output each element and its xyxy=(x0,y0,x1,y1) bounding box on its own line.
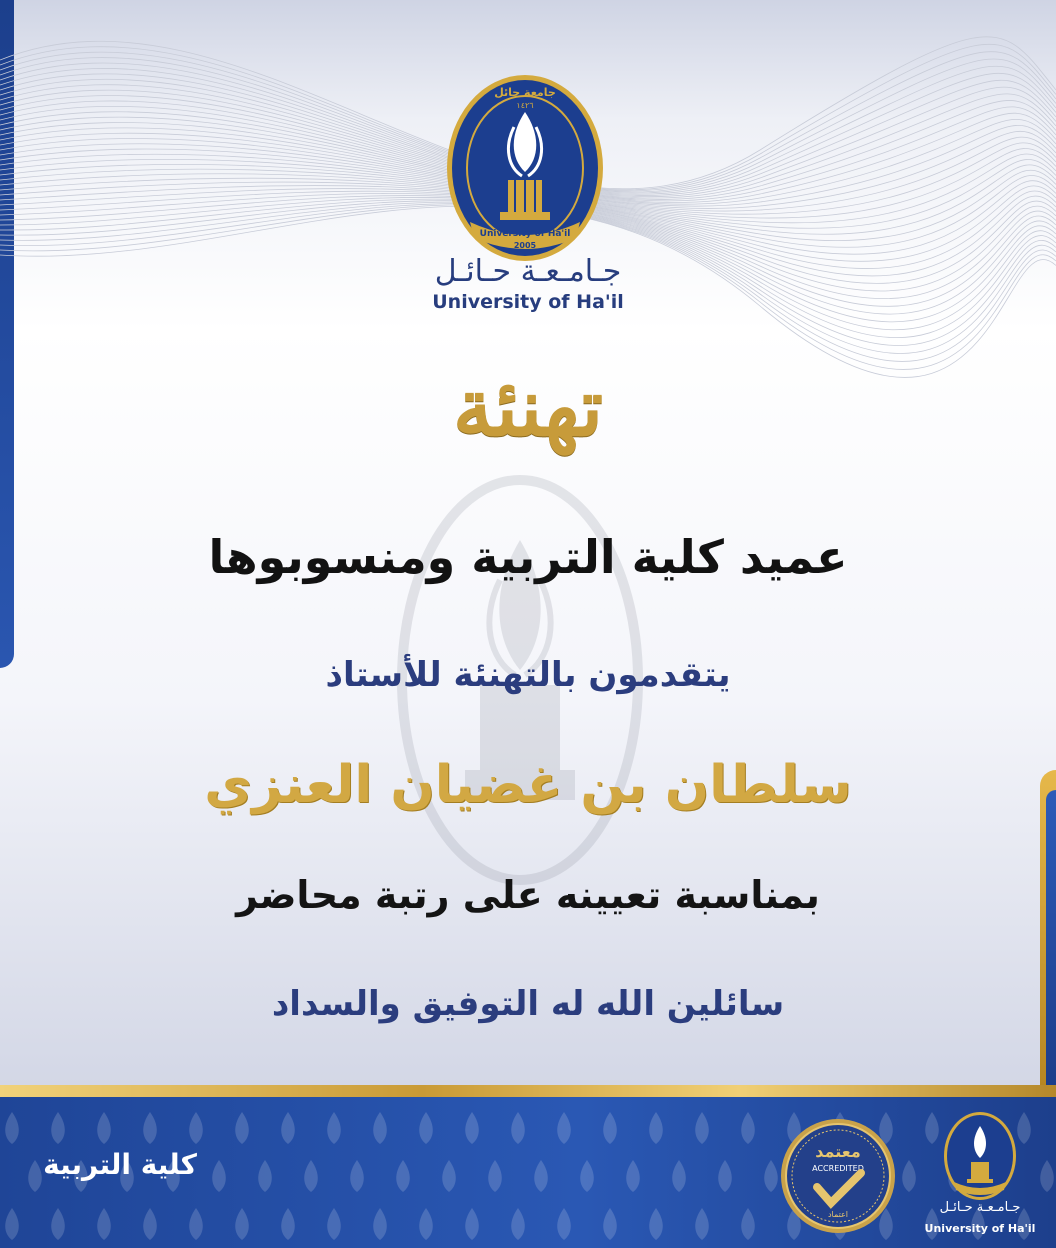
footer-gold-stripe xyxy=(0,1085,1056,1097)
logo-year: 2005 xyxy=(513,241,537,250)
logo-ring-top-text: جامعة حائل xyxy=(494,86,556,99)
occasion-line: بمناسبة تعيينه على رتبة محاضر xyxy=(236,873,820,917)
accreditation-english: ACCREDITED xyxy=(812,1164,864,1173)
logo-band-text: University of Ha'il xyxy=(479,229,571,239)
accreditation-seal xyxy=(779,1117,897,1235)
footer-university-logo xyxy=(942,1110,1018,1202)
wish-line: سائلين الله له التوفيق والسداد xyxy=(271,984,785,1024)
card-title: تهنئة xyxy=(452,360,604,454)
footer-university-name-arabic: جـامـعـة حـائـل xyxy=(939,1200,1021,1215)
accreditation-sub: اعتماد xyxy=(827,1210,849,1219)
intro-line: يتقدمون بالتهنئة للأستاذ xyxy=(325,655,731,695)
honoree-name: سلطان بن غضيان العنزي xyxy=(204,755,852,815)
sender-line: عميد كلية التربية ومنسوبوها xyxy=(208,530,848,584)
university-name-english: University of Ha'il xyxy=(432,291,624,313)
logo-year-hijri: ١٤٢٦ xyxy=(516,101,534,110)
university-logo xyxy=(444,72,606,264)
university-name-arabic: جـامـعـة حـائـل xyxy=(434,254,622,289)
accreditation-arabic: معتمد xyxy=(815,1142,861,1161)
footer-university-name-english: University of Ha'il xyxy=(924,1222,1036,1235)
right-blue-frame xyxy=(1046,790,1056,1110)
college-name: كلية التربية xyxy=(43,1148,197,1181)
